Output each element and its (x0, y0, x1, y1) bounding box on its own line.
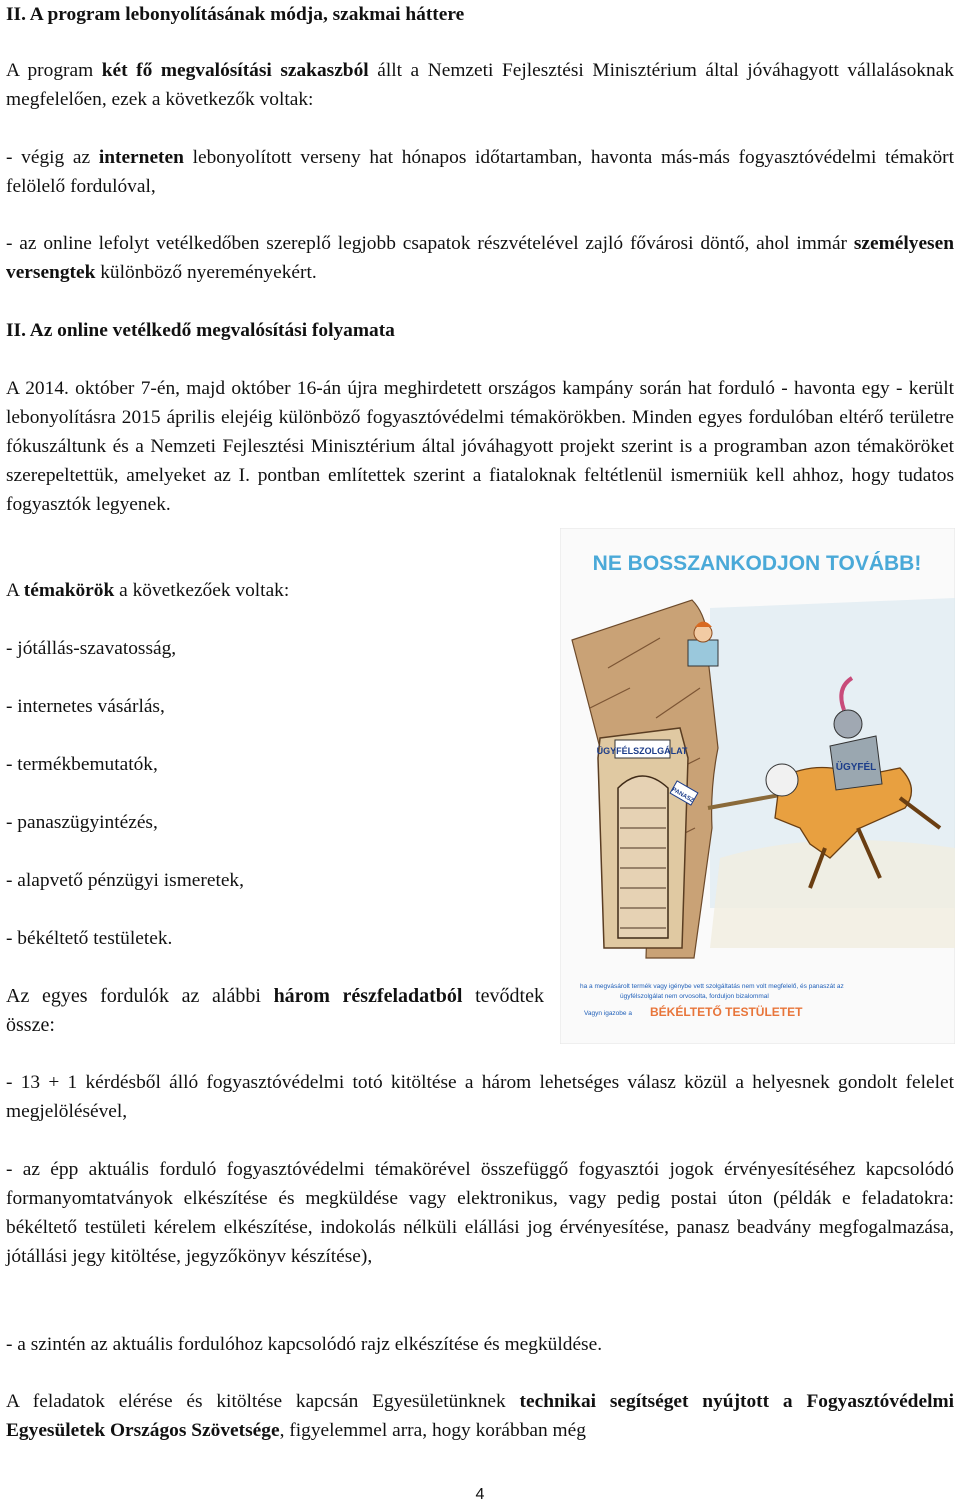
stage-1-item (6, 143, 954, 201)
caption-line-2: ügyfélszolgálat nem orvosolta, forduljon bizalommal (620, 993, 769, 1000)
topic-item: - jótállás-szavatosság, (6, 638, 177, 659)
rounds-intro-bold: három részfeladatból (273, 985, 463, 1007)
intro-text-end: állt a Nemzeti Fejlesztési Minisztérium által jóváhagyott vállalásoknak megfelelően, ezek a következők voltak: (6, 60, 955, 110)
topic-item: - internetes vásárlás, (6, 696, 165, 717)
task-3: - a szintén az aktuális fordulóhoz kapcsolódó rajz elkészítése és megküldése. (6, 1334, 603, 1355)
topics-intro (6, 576, 546, 605)
intro-text: A program (6, 60, 102, 81)
letter-label: PANASZ (670, 786, 695, 805)
caption-line-1: ha a megvásárolt termék vagy igénybe vett szolgáltatás nem volt megfelelő, és panaszát az (580, 983, 844, 990)
topics-intro-text-end: a következőek voltak: (114, 580, 290, 601)
intro-paragraph (6, 56, 954, 114)
rounds-intro-text: Az egyes fordulók az alábbi (6, 985, 274, 1007)
rounds-intro (6, 982, 544, 1040)
stage-2-item (6, 229, 954, 287)
stage-2-bold: személyesen versengtek (6, 233, 954, 283)
drawing-svg (560, 528, 955, 1044)
sign-label: ÜGYFÉLSZOLGÁLAT (596, 746, 688, 756)
stage-2-text-end: különböző nyereményekért. (95, 262, 317, 283)
stage-2-text: - az online lefolyt vetélkedőben szereplő legjobb csapatok részvételével zajló fővárosi döntő, ahol immár (6, 233, 854, 254)
topic-item: - termékbemutatók, (6, 754, 158, 775)
process-paragraph: A 2014. október 7-én, majd október 16-án újra meghirdetett országos kampány során hat forduló - havonta egy - került lebonyolításra 2015 április elejéig különböző fogyasztóvédelmi témakörökben. Minden egyes fordulóban eltérő területre fókuszáltunk és a Nemzeti Fejlesztési Minisztérium által jóváhagyott projekt szerint is a programban azon témaköröket szerepeltettük, amelyeket az I. pontban említettek szerint a fiataloknak feltétlenül ismerniük kell ahhoz, hogy tudatos fogyasztók legyenek. (6, 378, 954, 515)
closing-text: A feladatok elérése és kitöltése kapcsán Egyesületünknek (6, 1391, 520, 1412)
caption-line-3: Vagyn igazobe a (584, 1010, 632, 1017)
topic-item: - panaszügyintézés, (6, 812, 158, 833)
topics-intro-text: A (6, 580, 24, 601)
stage-1-text-end: lebonyolított verseny hat hónapos időtartamban, havonta más-más fogyasztóvédelmi témakört felölelő fordulóval, (6, 147, 955, 197)
task-2: - az épp aktuális forduló fogyasztóvédelmi témakörével összefüggő fogyasztói jogok érvényesítéséhez kapcsolódó formanyomtatványok elkészítése és megküldése vagy elektronikus, vagy pedig postai úton (példák e feladatokra: békéltető testületi kérelem elkészítése, indokolás nélküli elállási jog érvényesítése, panasz beadvány megfogalmazása, jótállási jegy kitöltése, jegyzőkönyv készítése), (6, 1159, 954, 1267)
stage-1-bold: interneten (98, 147, 184, 168)
knight-label: ÜGYFÉL (835, 762, 877, 773)
drawing-headline: NE BOSSZANKODJON TOVÁBB! (592, 552, 922, 575)
topics-intro-bold: témakörök (23, 580, 115, 601)
topic-item: - alapvető pénzügyi ismeretek, (6, 870, 244, 891)
closing-bold: technikai segítséget nyújtott a Fogyasztóvédelmi Egyesületek Országos Szövetsége (6, 1391, 954, 1441)
topic-item: - békéltető testületek. (6, 928, 173, 949)
rounds-intro-text-end: tevődtek össze: (6, 985, 544, 1036)
page-number: 4 (475, 1486, 485, 1503)
section-title: II. A program lebonyolításának módja, szakmai háttere (6, 4, 465, 25)
stage-1-text: - végig az (6, 147, 99, 168)
closing-paragraph (6, 1387, 954, 1445)
intro-bold: két fő megvalósítási szakaszból (101, 60, 369, 81)
task-1: - 13 + 1 kérdésből álló fogyasztóvédelmi totó kitöltése a három lehetséges válasz közül a helyesnek gondolt felelet megjelölésével, (6, 1072, 954, 1122)
subsection-title: II. Az online vetélkedő megvalósítási folyamata (6, 320, 395, 341)
contest-drawing (560, 528, 955, 1044)
closing-text-end: , figyelemmel arra, hogy korábban még (279, 1420, 586, 1441)
caption-title: BÉKÉLTETŐ TESTÜLETET (650, 1005, 803, 1019)
